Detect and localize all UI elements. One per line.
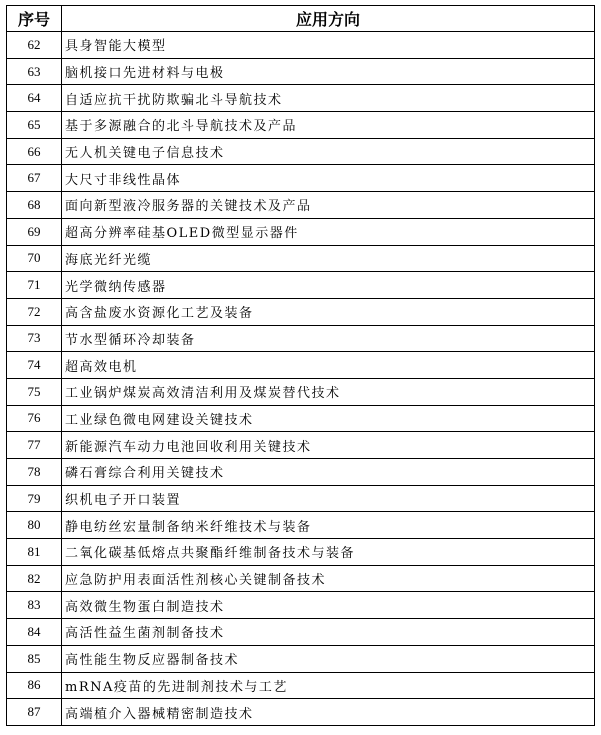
row-direction: 高含盐废水资源化工艺及装备 bbox=[62, 298, 595, 325]
header-number: 序号 bbox=[7, 6, 62, 32]
table-row bbox=[7, 672, 595, 699]
application-direction-table bbox=[6, 5, 595, 726]
row-direction: 工业锅炉煤炭高效清洁利用及煤炭替代技术 bbox=[62, 378, 595, 405]
table-row bbox=[7, 85, 595, 112]
table-row bbox=[7, 192, 595, 219]
row-direction: 静电纺丝宏量制备纳米纤维技术与装备 bbox=[62, 512, 595, 539]
row-number: 72 bbox=[7, 298, 62, 325]
table-header-row bbox=[7, 6, 595, 32]
row-number: 81 bbox=[7, 539, 62, 566]
row-number: 70 bbox=[7, 245, 62, 272]
row-direction: 二氧化碳基低熔点共聚酯纤维制备技术与装备 bbox=[62, 539, 595, 566]
table-row bbox=[7, 592, 595, 619]
table-row bbox=[7, 352, 595, 379]
row-number: 84 bbox=[7, 619, 62, 646]
row-number: 65 bbox=[7, 112, 62, 139]
row-direction: 节水型循环冷却装备 bbox=[62, 325, 595, 352]
row-number: 74 bbox=[7, 352, 62, 379]
table-row bbox=[7, 58, 595, 85]
row-direction: 磷石膏综合利用关键技术 bbox=[62, 459, 595, 486]
row-number: 79 bbox=[7, 485, 62, 512]
row-direction: 具身智能大模型 bbox=[62, 32, 595, 59]
table-row bbox=[7, 298, 595, 325]
row-direction: mRNA疫苗的先进制剂技术与工艺 bbox=[62, 672, 595, 699]
row-direction: 超高效电机 bbox=[62, 352, 595, 379]
table-row bbox=[7, 325, 595, 352]
row-number: 87 bbox=[7, 699, 62, 726]
row-direction: 大尺寸非线性晶体 bbox=[62, 165, 595, 192]
row-direction: 高效微生物蛋白制造技术 bbox=[62, 592, 595, 619]
header-direction: 应用方向 bbox=[62, 6, 595, 32]
row-direction: 光学微纳传感器 bbox=[62, 272, 595, 299]
table-row bbox=[7, 405, 595, 432]
row-number: 68 bbox=[7, 192, 62, 219]
row-number: 76 bbox=[7, 405, 62, 432]
row-number: 86 bbox=[7, 672, 62, 699]
row-direction: 超高分辨率硅基OLED微型显示器件 bbox=[62, 218, 595, 245]
row-number: 85 bbox=[7, 645, 62, 672]
row-number: 75 bbox=[7, 378, 62, 405]
application-direction-table-container bbox=[6, 5, 594, 726]
row-direction: 脑机接口先进材料与电极 bbox=[62, 58, 595, 85]
table-row bbox=[7, 619, 595, 646]
table-body bbox=[7, 32, 595, 726]
table-row bbox=[7, 565, 595, 592]
row-number: 71 bbox=[7, 272, 62, 299]
table-row bbox=[7, 459, 595, 486]
table-row bbox=[7, 539, 595, 566]
row-number: 67 bbox=[7, 165, 62, 192]
row-number: 66 bbox=[7, 138, 62, 165]
table-row bbox=[7, 485, 595, 512]
table-row bbox=[7, 432, 595, 459]
row-number: 82 bbox=[7, 565, 62, 592]
row-direction: 高端植介入器械精密制造技术 bbox=[62, 699, 595, 726]
row-direction: 自适应抗干扰防欺骗北斗导航技术 bbox=[62, 85, 595, 112]
row-number: 62 bbox=[7, 32, 62, 59]
row-direction: 应急防护用表面活性剂核心关键制备技术 bbox=[62, 565, 595, 592]
row-direction: 工业绿色微电网建设关键技术 bbox=[62, 405, 595, 432]
row-number: 80 bbox=[7, 512, 62, 539]
table-row bbox=[7, 165, 595, 192]
row-direction: 面向新型液冷服务器的关键技术及产品 bbox=[62, 192, 595, 219]
row-direction: 海底光纤光缆 bbox=[62, 245, 595, 272]
row-number: 78 bbox=[7, 459, 62, 486]
table-row bbox=[7, 699, 595, 726]
row-number: 73 bbox=[7, 325, 62, 352]
table-row bbox=[7, 138, 595, 165]
row-direction: 无人机关键电子信息技术 bbox=[62, 138, 595, 165]
table-row bbox=[7, 112, 595, 139]
row-number: 63 bbox=[7, 58, 62, 85]
row-direction: 高活性益生菌剂制备技术 bbox=[62, 619, 595, 646]
table-row bbox=[7, 378, 595, 405]
table-row bbox=[7, 512, 595, 539]
table-row bbox=[7, 272, 595, 299]
row-direction: 新能源汽车动力电池回收利用关键技术 bbox=[62, 432, 595, 459]
row-direction: 织机电子开口装置 bbox=[62, 485, 595, 512]
table-row bbox=[7, 645, 595, 672]
row-number: 69 bbox=[7, 218, 62, 245]
table-row bbox=[7, 245, 595, 272]
row-number: 77 bbox=[7, 432, 62, 459]
table-row bbox=[7, 32, 595, 59]
row-number: 64 bbox=[7, 85, 62, 112]
row-direction: 高性能生物反应器制备技术 bbox=[62, 645, 595, 672]
row-number: 83 bbox=[7, 592, 62, 619]
table-row bbox=[7, 218, 595, 245]
row-direction: 基于多源融合的北斗导航技术及产品 bbox=[62, 112, 595, 139]
